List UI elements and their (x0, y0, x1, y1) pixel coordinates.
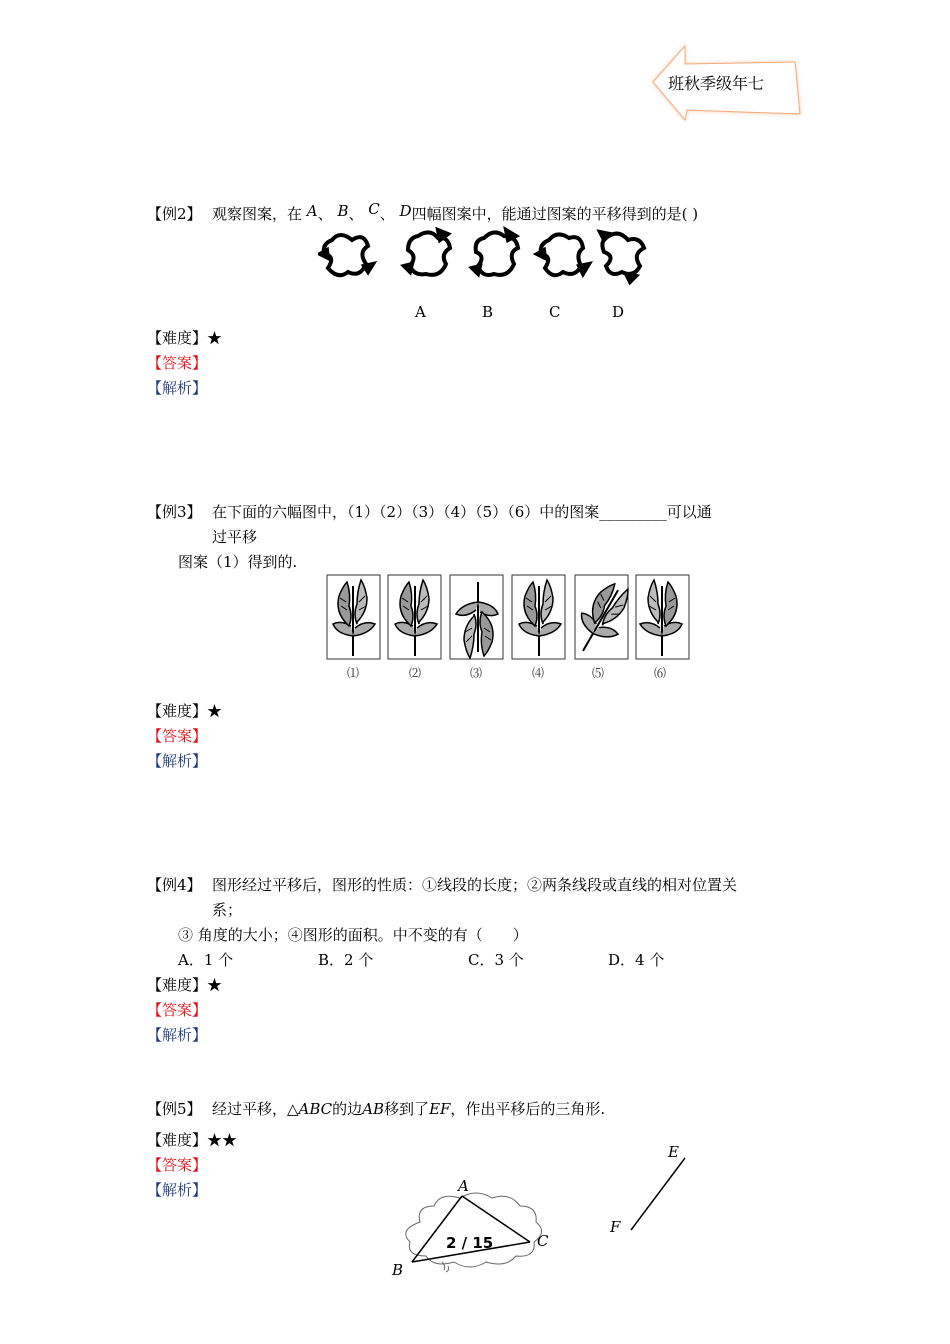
ex4-option-c: C．3 个 (468, 951, 524, 969)
ex2-option-a: A (415, 303, 426, 321)
ex5-difficulty-label: 【难度】 (147, 1131, 208, 1149)
ex3-analysis-label: 【解析】 (147, 752, 208, 770)
ex2-answer-label: 【答案】 (147, 354, 208, 372)
ex2-figure-d (600, 232, 644, 282)
ex5-answer-label: 【答案】 (147, 1156, 208, 1174)
ex5-triangle-figure (390, 1170, 560, 1280)
ex5-q-post: ，作出平移后的三角形. (450, 1100, 606, 1118)
ex2-question-pre: 观察图案，在 (212, 205, 303, 223)
ex2-letter-a: A (306, 202, 318, 220)
ex2-letter-c: C (368, 200, 380, 218)
ex5-q-mid1: 的边 (332, 1100, 363, 1118)
ex4-difficulty (147, 975, 222, 995)
ex5-question (212, 1099, 605, 1119)
ex2-option-d: D (612, 303, 625, 321)
ex3-frame-1 (327, 575, 380, 659)
ex3-caption-1: ⑴ (347, 666, 360, 680)
ex5-ab: AB (362, 1100, 385, 1118)
ex2-letter-d: D (399, 202, 412, 220)
ex4-line3: ③ 角度的大小；④图形的面积。中不变的有（ ） (178, 926, 528, 944)
ex3-blank: _________ (599, 503, 667, 521)
page-number: 2 / 15 (446, 1234, 494, 1252)
ex3-caption-6: ⑹ (654, 666, 667, 680)
ex3-leaf-frames (326, 574, 691, 662)
ex3-frame-5 (566, 575, 640, 662)
ex2-analysis-label: 【解析】 (147, 379, 208, 397)
ex5-tag: 【例5】 (147, 1100, 202, 1118)
ex4-tag: 【例4】 (147, 876, 202, 894)
ex2-figure-a (404, 230, 450, 275)
ex4-option-a: A．1 个 (178, 951, 234, 969)
ex3-caption-5: ⑸ (592, 666, 605, 680)
ex2-stars: ★ (207, 329, 223, 347)
point-label-e: E (668, 1143, 679, 1161)
ex2-sep-2: 、 (348, 205, 364, 223)
point-label-f: F (610, 1218, 621, 1236)
ex2-sep-1: 、 (317, 205, 333, 223)
ex4-answer-label: 【答案】 (147, 1001, 208, 1019)
ex3-line1-text: 在下面的六幅图中，（1）（2）（3）（4）（5）（6）中的图案 (212, 503, 600, 521)
ex3-caption-3: ⑶ (470, 666, 483, 680)
ex4-stars: ★ (207, 976, 223, 994)
ex3-frame-4 (512, 575, 565, 659)
ex3-line2: 过平移 (212, 528, 258, 546)
ex4-analysis-label: 【解析】 (147, 1026, 208, 1044)
ex3-line3: 图案（1）得到的. (178, 553, 298, 571)
ex3-tag: 【例3】 (147, 503, 202, 521)
ex5-difficulty (147, 1130, 237, 1150)
ex3-line1 (212, 502, 712, 522)
ex5-stars: ★★ (207, 1131, 238, 1149)
ex3-frame-2 (388, 575, 441, 659)
ex4-option-b: B．2 个 (318, 951, 374, 969)
ex3-frame-6 (636, 575, 689, 659)
ex2-difficulty (147, 328, 222, 348)
ex5-abc: ABC (298, 1100, 333, 1118)
ex2-figure-row (318, 226, 653, 286)
point-label-b: B (392, 1261, 404, 1279)
ex2-figure-c (537, 234, 589, 275)
ex3-frame-3 (450, 575, 503, 659)
ex2-figure-original (320, 235, 373, 275)
ex5-analysis-label: 【解析】 (147, 1181, 208, 1199)
ex3-caption-2: ⑵ (409, 666, 422, 680)
segment-ef (625, 1150, 695, 1240)
ex2-letter-b: B (337, 202, 349, 220)
point-label-c: C (537, 1232, 549, 1250)
ex5-q-mid2: 移到了 (384, 1100, 430, 1118)
ex3-line1-end: 可以通 (666, 503, 712, 521)
point-label-a: A (458, 1177, 469, 1195)
ex3-answer-label: 【答案】 (147, 727, 208, 745)
ex2-difficulty-label: 【难度】 (147, 329, 208, 347)
ex4-line2: 系； (212, 901, 243, 919)
ex3-difficulty (147, 701, 222, 721)
ex2-option-c: C (549, 303, 561, 321)
ex2-question (212, 200, 699, 224)
ex2-tag: 【例2】 (147, 205, 202, 223)
ex4-difficulty-label: 【难度】 (147, 976, 208, 994)
ex4-option-d: D．4 个 (608, 951, 665, 969)
ex3-difficulty-label: 【难度】 (147, 702, 208, 720)
ex2-sep-3: 、 (379, 205, 395, 223)
ex3-caption-4: ⑷ (532, 666, 545, 680)
ex5-q-pre: 经过平移，△ (212, 1100, 299, 1118)
ex2-option-b: B (482, 303, 494, 321)
ex3-stars: ★ (207, 702, 223, 720)
ex5-ef: EF (429, 1100, 451, 1118)
ex2-figure-b (472, 230, 518, 275)
ex2-question-post: 四幅图案中，能通过图案的平移得到的是( ) (411, 205, 699, 223)
ex4-line1: 图形经过平移后，图形的性质：①线段的长度；②两条线段或直线的相对位置关 (212, 876, 738, 894)
header-badge-text: 班秋季级年七 (668, 74, 765, 93)
